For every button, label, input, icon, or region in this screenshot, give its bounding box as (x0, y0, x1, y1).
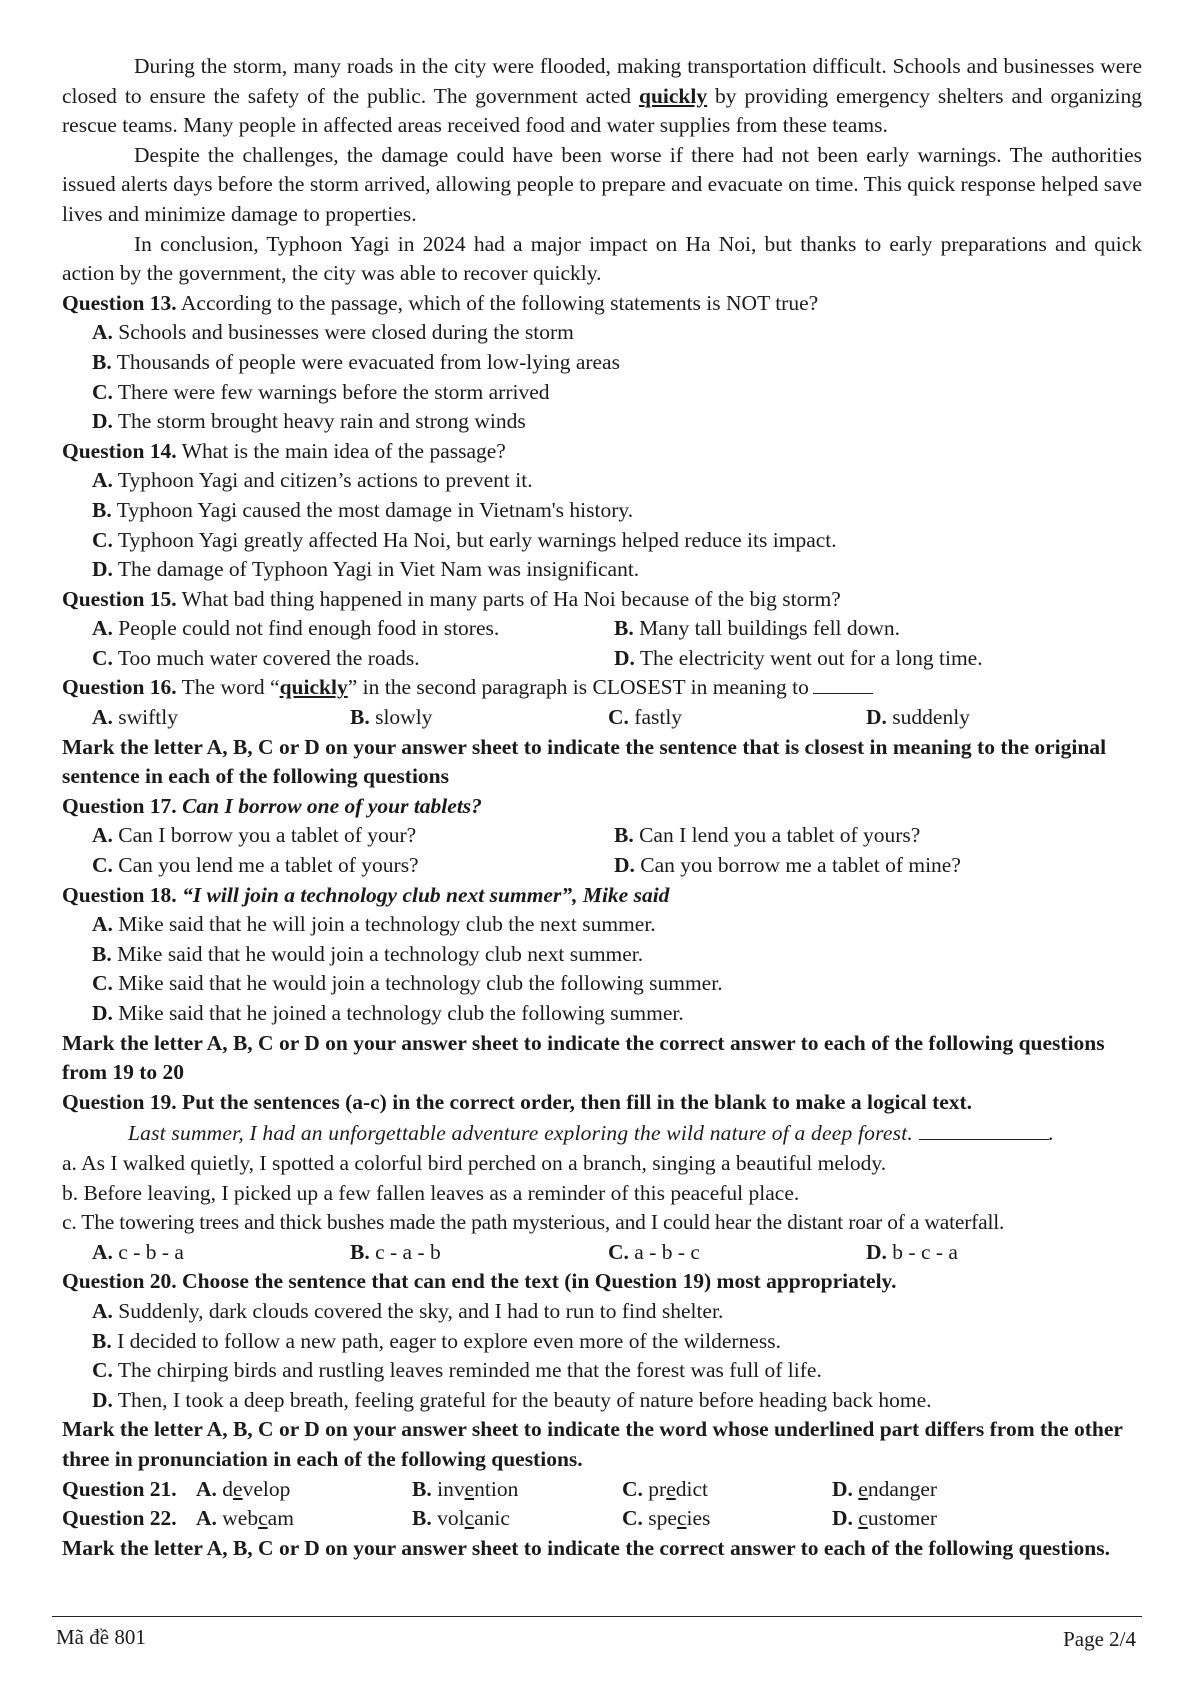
option-22b (412, 1504, 622, 1534)
question-20: Question 20. Choose the sentence that can end the text (in Question 19) most appropriately. (62, 1269, 897, 1294)
option-text: Thousands of people were evacuated from low-lying areas (111, 349, 620, 374)
sentence-c: c. The towering trees and thick bushes made the path mysterious, and I could hear the distant roar of a waterfall. (62, 1210, 1005, 1235)
option-letter: C. (622, 1506, 643, 1531)
section-instruction-2: Mark the letter A, B, C or D on your answer sheet to indicate the correct answer to each of the following questions from 19 to 20 (62, 1030, 1105, 1085)
option-letter: B. (92, 349, 112, 374)
option-20a (62, 1297, 1142, 1327)
question-16 (62, 673, 1142, 703)
option-letter: D. (92, 409, 113, 434)
option-22a (196, 1504, 412, 1534)
option-text: Typhoon Yagi caused the most damage in Vietnam's history. (111, 497, 634, 522)
option-text: fastly (628, 705, 683, 730)
option-16c (608, 703, 866, 733)
option-text: Mike said that he joined a technology club the following summer. (112, 1001, 684, 1025)
option-letter: D. (832, 1506, 853, 1531)
option-16d (866, 703, 970, 733)
option-15d (614, 644, 983, 674)
option-text: Can you lend me a tablet of yours? (112, 853, 419, 878)
option-16a (92, 703, 350, 733)
option-21d (832, 1475, 937, 1505)
question-19: Question 19. Put the sentences (a-c) in the correct order, then fill in the blank to make a logical text. (62, 1089, 973, 1114)
word-part: ndanger (867, 1476, 938, 1501)
option-14a (62, 466, 1142, 496)
option-22d (832, 1504, 937, 1534)
option-letter: A. (92, 823, 113, 848)
underlined-part: c (676, 1506, 687, 1531)
option-letter: C. (92, 971, 113, 996)
option-letter: C. (92, 645, 113, 670)
question-13 (62, 289, 1142, 319)
option-20c (62, 1356, 1142, 1386)
option-letter: B. (412, 1506, 432, 1531)
option-text: The electricity went out for a long time. (634, 645, 983, 670)
word-part: velop (242, 1476, 291, 1501)
option-letter: B. (350, 1239, 370, 1264)
question-text: The word “ (176, 675, 280, 700)
underlined-part: e (464, 1476, 475, 1501)
option-19d (866, 1238, 958, 1268)
option-text: Schools and businesses were closed during the storm (112, 320, 574, 345)
question-18 (62, 881, 1142, 911)
underlined-part: e (858, 1476, 868, 1501)
option-text: The chirping birds and rustling leaves reminded me that the forest was full of life. (112, 1358, 822, 1383)
options-16 (62, 703, 1142, 733)
option-letter: A. (196, 1476, 217, 1501)
option-19b (350, 1238, 608, 1268)
page-number: Page 2/4 (1063, 1627, 1136, 1651)
option-text: suddenly (886, 705, 970, 730)
word-part: spe (642, 1506, 677, 1531)
option-letter: B. (614, 616, 634, 641)
option-13c (62, 378, 1142, 408)
section-instruction-4: Mark the letter A, B, C or D on your answer sheet to indicate the correct answer to each of the following questions. (62, 1535, 1111, 1560)
option-letter: D. (866, 705, 887, 730)
option-letter: C. (608, 1239, 629, 1264)
option-19c (608, 1238, 866, 1268)
option-15c (92, 644, 614, 674)
option-letter: C. (92, 853, 113, 878)
option-text: b - c - a (886, 1239, 958, 1264)
option-17b (614, 821, 920, 851)
question-label: Question 17. (62, 793, 177, 818)
answer-blank (813, 673, 873, 694)
option-text: Mike said that he will join a technology club the next summer. (112, 912, 656, 937)
option-text: c - b - a (112, 1239, 184, 1264)
option-letter: A. (92, 468, 113, 493)
underlined-part: e (233, 1476, 243, 1501)
option-text: Suddenly, dark clouds covered the sky, and I had to run to find shelter. (112, 1298, 724, 1323)
options-15-row-2 (62, 644, 1142, 674)
option-letter: A. (92, 616, 113, 641)
option-text: Many tall buildings fell down. (633, 616, 901, 641)
option-text: slowly (369, 705, 433, 730)
question-label: Question 14. (62, 438, 177, 463)
option-text: swiftly (112, 705, 179, 730)
question-text: What bad thing happened in many parts of Ha Noi because of the big storm? (176, 586, 841, 611)
word-part: web (216, 1506, 259, 1531)
option-text: c - a - b (369, 1239, 441, 1264)
word-part: dict (675, 1476, 708, 1501)
option-letter: D. (614, 853, 635, 878)
option-letter: D. (92, 1001, 113, 1025)
question-label: Question 18. (62, 882, 177, 907)
paragraph-text: During the storm, many roads in the city were flooded, making transportation difficult. Schools and businesses were closed to ensure the safety of the public. The government acted (62, 54, 1142, 108)
option-18b (62, 940, 1142, 970)
option-16b (350, 703, 608, 733)
word-part: ies (686, 1506, 711, 1531)
word-part: am (267, 1506, 294, 1531)
option-15b (614, 614, 900, 644)
intro-text: Last summer, I had an unforgettable adventure exploring the wild nature of a deep forest. (128, 1121, 913, 1146)
option-17a (92, 821, 614, 851)
question-17 (62, 792, 1142, 822)
word-part: inv (431, 1476, 465, 1501)
question-label: Question 16. (62, 675, 177, 700)
option-14d (62, 555, 1142, 585)
option-letter: D. (832, 1476, 853, 1501)
option-17d (614, 851, 961, 881)
passage-paragraph-2: Despite the challenges, the damage could have been worse if there had not been early warnings. The authorities issued alerts days before the storm arrived, allowing people to prepare and evacuate on time. This quick response helped save lives and minimize damage to properties. (62, 142, 1142, 226)
option-letter: A. (92, 912, 113, 937)
option-letter: D. (866, 1239, 887, 1264)
question-label: Question 15. (62, 586, 177, 611)
option-text: I decided to follow a new path, eager to explore even more of the wilderness. (111, 1328, 781, 1353)
option-18c (62, 969, 1142, 999)
option-18a (62, 910, 1142, 940)
option-text: Typhoon Yagi and citizen’s actions to prevent it. (112, 468, 533, 493)
option-letter: C. (608, 705, 629, 730)
option-text: Can you borrow me a tablet of mine? (634, 853, 961, 878)
option-letter: B. (92, 1328, 112, 1353)
question-text: What is the main idea of the passage? (176, 438, 506, 463)
underlined-part: c (258, 1506, 268, 1531)
option-letter: B. (92, 497, 112, 522)
option-letter: C. (92, 527, 113, 552)
options-17-row-2 (62, 851, 1142, 881)
option-14c (62, 526, 1142, 556)
option-18d (62, 999, 1142, 1029)
option-19a (92, 1238, 350, 1268)
option-text: Mike said that he would join a technology club the following summer. (112, 971, 723, 996)
option-text: Then, I took a deep breath, feeling grateful for the beauty of nature before heading back home. (112, 1387, 932, 1412)
question-label: Question 13. (62, 290, 177, 315)
option-text: Mike said that he would join a technology club next summer. (111, 941, 644, 966)
option-letter: D. (92, 557, 113, 582)
option-20d (62, 1386, 1142, 1416)
option-letter: C. (92, 379, 113, 404)
option-20b (62, 1327, 1142, 1357)
answer-blank (919, 1117, 1049, 1140)
option-text: Typhoon Yagi greatly affected Ha Noi, but early warnings helped reduce its impact. (112, 527, 837, 552)
option-letter: D. (92, 1387, 113, 1412)
exam-code: Mã đề 801 (56, 1625, 146, 1649)
option-letter: D. (614, 645, 635, 670)
underlined-keyword: quickly (279, 675, 348, 700)
question-text: According to the passage, which of the following statements is NOT true? (176, 290, 819, 315)
word-part: ntion (474, 1476, 519, 1501)
sentence-b: b. Before leaving, I picked up a few fallen leaves as a reminder of this peaceful place. (62, 1180, 800, 1205)
option-letter: A. (196, 1506, 217, 1531)
question-22 (62, 1504, 1142, 1534)
option-letter: A. (92, 705, 113, 730)
option-letter: B. (92, 941, 112, 966)
word-part: vol (431, 1506, 465, 1531)
option-21c (622, 1475, 832, 1505)
page-content (62, 52, 1142, 1563)
option-text: People could not find enough food in stores. (112, 616, 500, 641)
question-19-intro (62, 1117, 1142, 1149)
word-part: ustomer (867, 1506, 938, 1531)
option-text: There were few warnings before the storm arrived (112, 379, 550, 404)
option-letter: C. (92, 1358, 113, 1383)
option-14b (62, 496, 1142, 526)
option-letter: B. (350, 705, 370, 730)
paragraph-text: by providing emergency shelters and organizing rescue teams. Many people in affected areas received food and water supplies from these teams. (62, 83, 1143, 138)
option-text: The storm brought heavy rain and strong winds (112, 409, 526, 434)
option-13b (62, 348, 1142, 378)
word-part: pr (642, 1476, 667, 1501)
option-text: Can I lend you a tablet of yours? (633, 823, 921, 848)
option-text: Can I borrow you a tablet of your? (112, 823, 417, 848)
underlined-keyword: quickly (639, 83, 708, 108)
options-15-row-1 (62, 614, 1142, 644)
question-15 (62, 585, 1142, 615)
word-part: anic (474, 1506, 510, 1531)
option-text: Too much water covered the roads. (112, 645, 420, 670)
option-letter: A. (92, 320, 113, 345)
passage-paragraph-1 (62, 52, 1142, 141)
underlined-part: c (464, 1506, 475, 1531)
option-13d (62, 407, 1142, 437)
option-17c (92, 851, 614, 881)
underlined-part: e (666, 1476, 676, 1501)
option-letter: C. (622, 1476, 643, 1501)
sentence-a: a. As I walked quietly, I spotted a colorful bird perched on a branch, singing a beautiful melody. (62, 1150, 887, 1175)
question-14 (62, 437, 1142, 467)
option-letter: B. (412, 1476, 432, 1501)
question-text: ” in the second paragraph is CLOSEST in meaning to (347, 675, 809, 700)
option-22c (622, 1504, 832, 1534)
option-text: The damage of Typhoon Yagi in Viet Nam was insignificant. (112, 557, 640, 582)
question-label: Question 21. (62, 1476, 177, 1501)
question-text: “I will join a technology club next summer”, Mike said (176, 882, 670, 907)
question-21 (62, 1475, 1142, 1505)
question-text: Can I borrow one of your tablets? (176, 793, 482, 818)
question-label: Question 22. (62, 1506, 177, 1531)
option-21a (196, 1475, 412, 1505)
passage-paragraph-3: In conclusion, Typhoon Yagi in 2024 had a major impact on Ha Noi, but thanks to early preparations and quick action by the government, the city was able to recover quickly. (62, 231, 1142, 286)
option-15a (92, 614, 614, 644)
section-instruction-1: Mark the letter A, B, C or D on your answer sheet to indicate the sentence that is closest in meaning to the original sentence in each of the following questions (62, 734, 1107, 789)
option-text: a - b - c (628, 1239, 700, 1264)
option-letter: B. (614, 823, 634, 848)
options-17-row-1 (62, 821, 1142, 851)
options-19 (62, 1238, 1142, 1268)
word-part: d (216, 1476, 234, 1501)
footer-divider (52, 1616, 1142, 1617)
section-instruction-3: Mark the letter A, B, C or D on your answer sheet to indicate the word whose underlined part differs from the other three in pronunciation in each of the following questions. (62, 1417, 1123, 1471)
option-letter: A. (92, 1298, 113, 1323)
option-13a (62, 318, 1142, 348)
underlined-part: c (858, 1506, 868, 1531)
option-letter: A. (92, 1239, 113, 1264)
option-21b (412, 1475, 622, 1505)
blank-period: . (1048, 1121, 1055, 1146)
